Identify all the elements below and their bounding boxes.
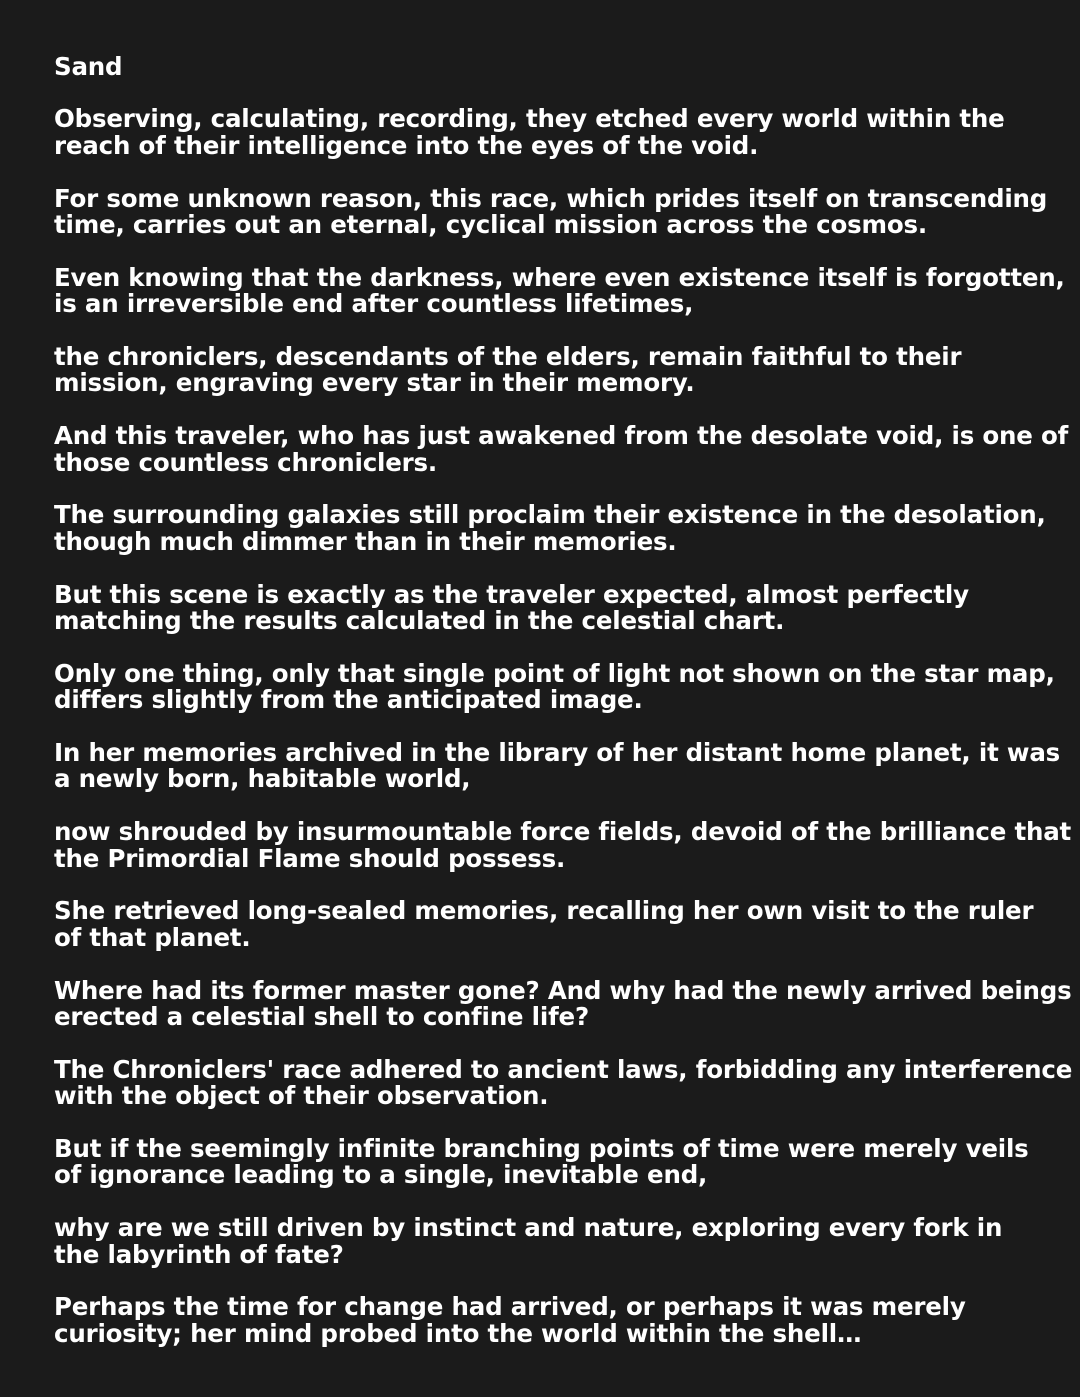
paragraph-line: Where had its former master gone? And why had the newly arrived beings (54, 975, 1072, 1005)
paragraph-line: mission, engraving every star in their memory. (54, 368, 695, 398)
paragraph-9 (54, 738, 1061, 794)
paragraph-line: the chroniclers, descendants of the elders, remain faithful to their (54, 342, 962, 372)
paragraph-4 (54, 344, 1044, 397)
paragraph-line: those countless chroniclers. (54, 447, 438, 477)
paragraph-line: a newly born, habitable world, (54, 764, 471, 794)
paragraph-line: And this traveler, who has just awakened from the desolate void, is one of (54, 421, 1069, 451)
paragraph-14 (54, 1136, 1044, 1189)
paragraph-8 (54, 658, 1055, 715)
paragraph-line: Perhaps the time for change had arrived, or perhaps it was merely (54, 1292, 966, 1322)
paragraph-line: For some unknown reason, this race, which prides itself on transcending (54, 183, 1048, 213)
paragraph-11 (54, 898, 1044, 951)
paragraph-line: The Chroniclers' race adhered to ancient laws, forbidding any interference (54, 1054, 1073, 1084)
paragraph-line: The surrounding galaxies still proclaim their existence in the desolation, (54, 500, 1046, 530)
paragraph-line: of ignorance leading to a single, inevitable end, (54, 1160, 708, 1190)
paragraph-line: reach of their intelligence into the eyes of the void. (54, 130, 759, 160)
paragraph-3 (54, 262, 1065, 319)
paragraph-line: Only one thing, only that single point of light not shown on the star map, (54, 658, 1055, 688)
document-page (54, 52, 1073, 1374)
paragraph-5 (54, 421, 1069, 477)
paragraph-line: with the object of their observation. (54, 1081, 549, 1111)
paragraph-line: the Primordial Flame should possess. (54, 843, 566, 873)
paragraph-line: But this scene is exactly as the traveler expected, almost perfectly (54, 579, 969, 609)
paragraph-10 (54, 817, 1072, 873)
paragraph-line: though much dimmer than in their memories. (54, 526, 677, 556)
paragraph-13 (54, 1054, 1073, 1111)
paragraph-line: why are we still driven by instinct and nature, exploring every fork in (54, 1213, 1003, 1243)
paragraph-16 (54, 1294, 1044, 1347)
paragraph-line: In her memories archived in the library of her distant home planet, it was (54, 738, 1061, 768)
paragraph-line: She retrieved long-sealed memories, recalling her own visit to the ruler (54, 896, 1034, 926)
paragraph-line: time, carries out an eternal, cyclical mission across the cosmos. (54, 210, 927, 240)
paragraph-line: the labyrinth of fate? (54, 1239, 344, 1269)
paragraph-2 (54, 183, 1048, 240)
paragraph-line: of that planet. (54, 922, 251, 952)
paragraph-7 (54, 579, 1044, 636)
paragraph-1 (54, 106, 1044, 159)
document-title: Sand (54, 52, 123, 81)
paragraph-12 (54, 975, 1072, 1032)
paragraph-line: matching the results calculated in the celestial chart. (54, 606, 785, 636)
paragraph-line: differs slightly from the anticipated image. (54, 685, 643, 715)
paragraph-line: curiosity; her mind probed into the world within the shell… (54, 1318, 862, 1348)
paragraph-line: now shrouded by insurmountable force fields, devoid of the brilliance that (54, 817, 1072, 847)
paragraph-15 (54, 1215, 1044, 1268)
paragraph-line: erected a celestial shell to confine life? (54, 1002, 589, 1032)
paragraph-line: is an irreversible end after countless lifetimes, (54, 289, 694, 319)
paragraph-line: But if the seemingly infinite branching points of time were merely veils (54, 1134, 1029, 1164)
paragraph-line: Even knowing that the darkness, where even existence itself is forgotten, (54, 262, 1065, 292)
paragraph-line: Observing, calculating, recording, they etched every world within the (54, 104, 1005, 134)
paragraph-6 (54, 502, 1044, 555)
